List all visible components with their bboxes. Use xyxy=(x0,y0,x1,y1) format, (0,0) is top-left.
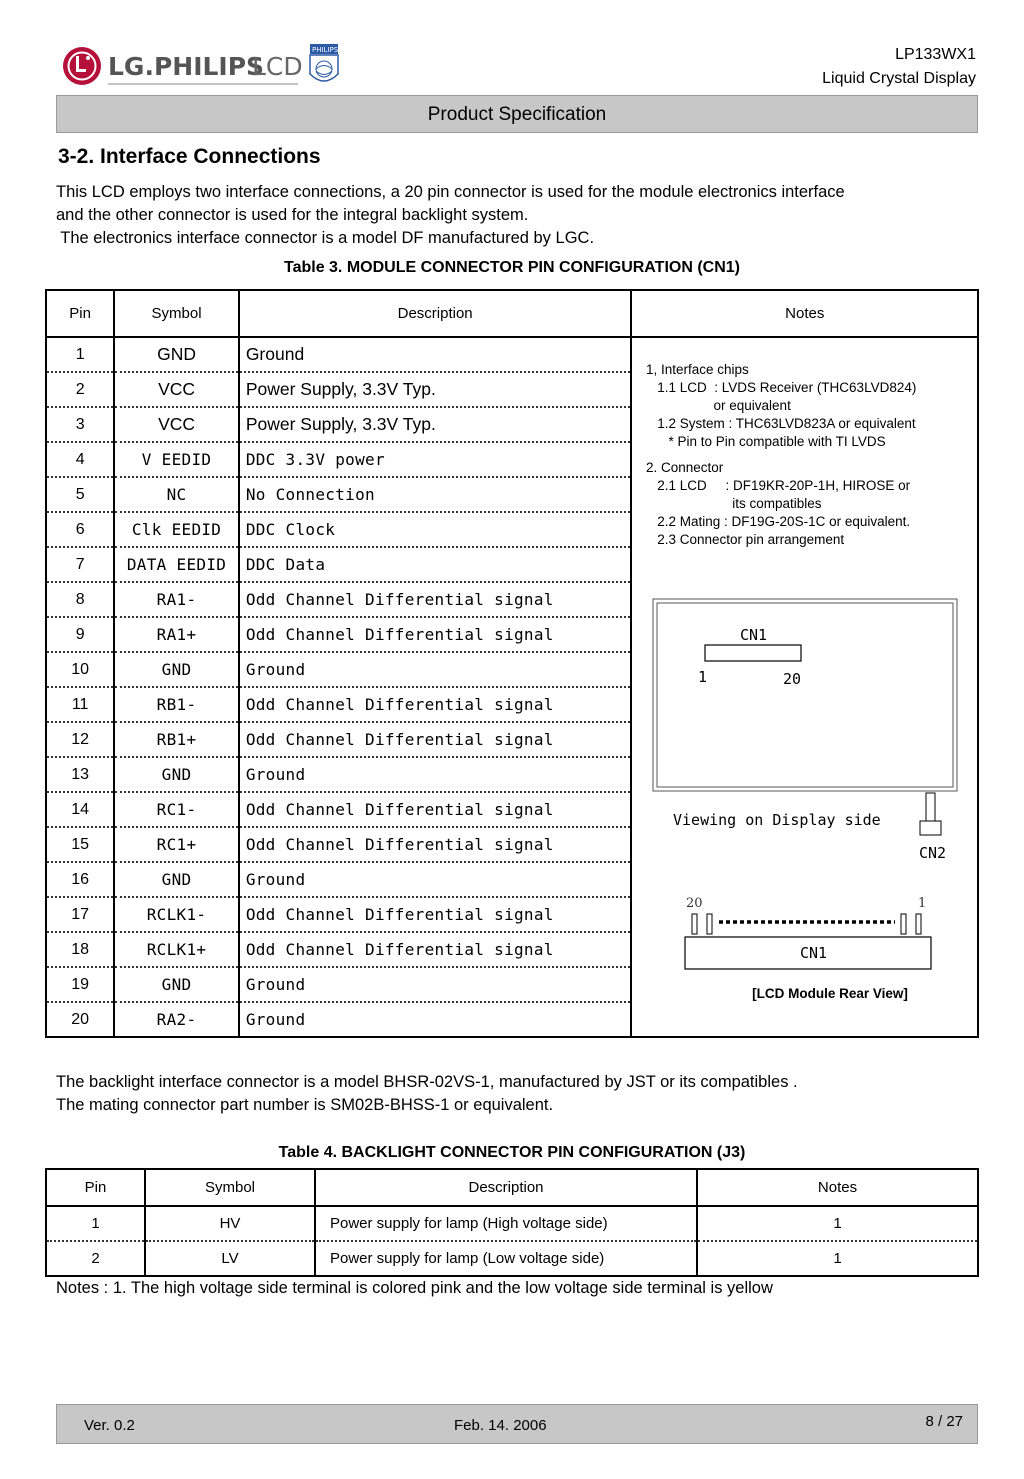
cn2-connector xyxy=(920,821,941,835)
header-description: Description xyxy=(239,290,632,337)
viewing-side-label: Viewing on Display side xyxy=(673,811,881,829)
table3-caption: Table 3. MODULE CONNECTOR PIN CONFIGURATION (CN1) xyxy=(283,259,740,276)
header-pin: Pin xyxy=(46,1169,145,1206)
pin-cell: 2 xyxy=(46,1241,145,1276)
pin-cell: 7 xyxy=(46,547,114,582)
pin-cell: 4 xyxy=(46,442,114,477)
description-cell: Odd Channel Differential signal xyxy=(239,897,632,932)
note-line: * Pin to Pin compatible with TI LVDS xyxy=(646,434,886,449)
cn2-label: CN2 xyxy=(919,844,947,862)
description-cell: Ground xyxy=(239,337,632,372)
pin-cell: 10 xyxy=(46,652,114,687)
pin-cell: 14 xyxy=(46,792,114,827)
note-line: 2.1 LCD : DF19KR-20P-1H, HIROSE or xyxy=(646,478,911,493)
lg-philips-logo xyxy=(62,40,352,92)
table-row xyxy=(46,1241,978,1276)
symbol-cell: RB1- xyxy=(114,687,239,722)
description-cell: Power supply for lamp (Low voltage side) xyxy=(315,1241,697,1276)
backlight-paragraph xyxy=(56,1071,798,1117)
symbol-cell: V EEDID xyxy=(114,442,239,477)
symbol-cell: Clk EEDID xyxy=(114,512,239,547)
symbol-cell: RA1- xyxy=(114,582,239,617)
table3-notes xyxy=(646,361,916,549)
cn1-bottom-label: CN1 xyxy=(800,944,828,962)
description-cell: DDC Data xyxy=(239,547,632,582)
pin-cell: 8 xyxy=(46,582,114,617)
description-cell: Power Supply, 3.3V Typ. xyxy=(239,407,632,442)
note-line: 1, Interface chips xyxy=(646,362,749,377)
backlight-line: The mating connector part number is SM02B-BHSS-1 or equivalent. xyxy=(56,1096,554,1114)
connector-diagram xyxy=(640,596,980,1006)
symbol-cell: RCLK1- xyxy=(114,897,239,932)
page-number: 8 / 27 xyxy=(925,1413,963,1430)
note-line: 1.1 LCD : LVDS Receiver (THC63LVD824) xyxy=(646,380,917,395)
note-line: 2.2 Mating : DF19G-20S-1C or equivalent. xyxy=(646,514,911,529)
pin-cell: 12 xyxy=(46,722,114,757)
pin-cell: 3 xyxy=(46,407,114,442)
symbol-cell: GND xyxy=(114,337,239,372)
svg-text:PHILIPS: PHILIPS xyxy=(312,46,339,54)
description-cell: DDC Clock xyxy=(239,512,632,547)
pin-cell: 2 xyxy=(46,372,114,407)
symbol-cell: GND xyxy=(114,757,239,792)
pin-cell: 5 xyxy=(46,477,114,512)
intro-paragraph xyxy=(56,181,986,250)
symbol-cell: DATA EEDID xyxy=(114,547,239,582)
header-symbol: Symbol xyxy=(145,1169,315,1206)
pin-cell: 19 xyxy=(46,967,114,1002)
symbol-cell: GND xyxy=(114,652,239,687)
pin-1-bottom-label: 1 xyxy=(918,896,927,911)
note-line: 2.3 Connector pin arrangement xyxy=(646,532,845,547)
symbol-cell: HV xyxy=(145,1206,315,1241)
table-header-row xyxy=(46,1169,978,1206)
date-label: Feb. 14. 2006 xyxy=(454,1417,547,1434)
symbol-cell: RCLK1+ xyxy=(114,932,239,967)
pin-cell: 11 xyxy=(46,687,114,722)
description-cell: Power Supply, 3.3V Typ. xyxy=(239,372,632,407)
header-notes: Notes xyxy=(631,290,978,337)
symbol-cell: GND xyxy=(114,862,239,897)
pin-cell: 1 xyxy=(46,337,114,372)
pin-cell: 6 xyxy=(46,512,114,547)
description-cell: Odd Channel Differential signal xyxy=(239,617,632,652)
note-line: or equivalent xyxy=(646,398,791,413)
symbol-cell: VCC xyxy=(114,372,239,407)
model-number: LP133WX1 xyxy=(895,46,976,63)
page-footer xyxy=(56,1404,978,1444)
symbol-cell: NC xyxy=(114,477,239,512)
cn1-top-connector xyxy=(705,645,801,661)
notes-cell: 1 xyxy=(697,1241,978,1276)
description-cell: Odd Channel Differential signal xyxy=(239,792,632,827)
description-cell: Odd Channel Differential signal xyxy=(239,582,632,617)
intro-line: This LCD employs two interface connections, a 20 pin connector is used for the module electronics interface xyxy=(56,183,845,201)
header-notes: Notes xyxy=(697,1169,978,1206)
description-cell: Ground xyxy=(239,967,632,1002)
description-cell: Ground xyxy=(239,862,632,897)
description-cell: Ground xyxy=(239,1002,632,1037)
description-cell: No Connection xyxy=(239,477,632,512)
description-cell: Odd Channel Differential signal xyxy=(239,722,632,757)
description-cell: DDC 3.3V power xyxy=(239,442,632,477)
header-pin: Pin xyxy=(46,290,114,337)
pin-cell: 13 xyxy=(46,757,114,792)
symbol-cell: VCC xyxy=(114,407,239,442)
intro-line: and the other connector is used for the integral backlight system. xyxy=(56,206,529,224)
pin-cell: 16 xyxy=(46,862,114,897)
symbol-cell: RC1+ xyxy=(114,827,239,862)
description-cell: Odd Channel Differential signal xyxy=(239,827,632,862)
philips-shield-icon xyxy=(310,44,339,81)
backlight-connector-table xyxy=(45,1168,979,1277)
symbol-cell: RC1- xyxy=(114,792,239,827)
intro-line: The electronics interface connector is a model DF manufactured by LGC. xyxy=(56,229,595,247)
bottom-notes: Notes : 1. The high voltage side terminal is colored pink and the low voltage side terminal is yellow xyxy=(56,1279,773,1297)
backlight-line: The backlight interface connector is a model BHSR-02VS-1, manufactured by JST or its compatibles . xyxy=(56,1073,798,1091)
pin-20-bottom-label: 20 xyxy=(686,896,703,911)
description-cell: Odd Channel Differential signal xyxy=(239,932,632,967)
section-title: 3-2. Interface Connections xyxy=(58,145,321,168)
pin-1-top-label: 1 xyxy=(698,668,708,686)
table-header-row xyxy=(46,290,978,337)
product-type: Liquid Crystal Display xyxy=(822,70,976,87)
symbol-cell: RA1+ xyxy=(114,617,239,652)
symbol-cell: LV xyxy=(145,1241,315,1276)
version-label: Ver. 0.2 xyxy=(84,1417,135,1434)
note-line: 2. Connector xyxy=(646,460,724,475)
description-cell: Ground xyxy=(239,652,632,687)
symbol-cell: RB1+ xyxy=(114,722,239,757)
notes-cell: 1 xyxy=(697,1206,978,1241)
header-symbol: Symbol xyxy=(114,290,239,337)
model-header xyxy=(822,43,976,91)
cn1-top-label: CN1 xyxy=(740,626,768,644)
note-line: 1.2 System : THC63LVD823A or equivalent xyxy=(646,416,916,431)
pin-cell: 17 xyxy=(46,897,114,932)
pin-cell: 18 xyxy=(46,932,114,967)
table-row xyxy=(46,1206,978,1241)
description-cell: Odd Channel Differential signal xyxy=(239,687,632,722)
pin-cell: 15 xyxy=(46,827,114,862)
rear-view-caption: [LCD Module Rear View] xyxy=(752,986,908,1001)
table4-caption: Table 4. BACKLIGHT CONNECTOR PIN CONFIGURATION (J3) xyxy=(278,1144,746,1161)
pin-cell: 9 xyxy=(46,617,114,652)
description-cell: Ground xyxy=(239,757,632,792)
symbol-cell: GND xyxy=(114,967,239,1002)
symbol-cell: RA2- xyxy=(114,1002,239,1037)
cn2-cable xyxy=(926,793,935,821)
logo-lcd: LCD xyxy=(252,52,303,81)
product-spec-banner: Product Specification xyxy=(56,95,978,133)
header-description: Description xyxy=(315,1169,697,1206)
logo-text: LG.PHILIPS xyxy=(108,52,265,81)
pin-cell: 20 xyxy=(46,1002,114,1037)
pin-cell: 1 xyxy=(46,1206,145,1241)
description-cell: Power supply for lamp (High voltage side) xyxy=(315,1206,697,1241)
pin-20-top-label: 20 xyxy=(783,670,802,688)
note-line: its compatibles xyxy=(646,496,822,511)
note-line xyxy=(646,451,916,459)
